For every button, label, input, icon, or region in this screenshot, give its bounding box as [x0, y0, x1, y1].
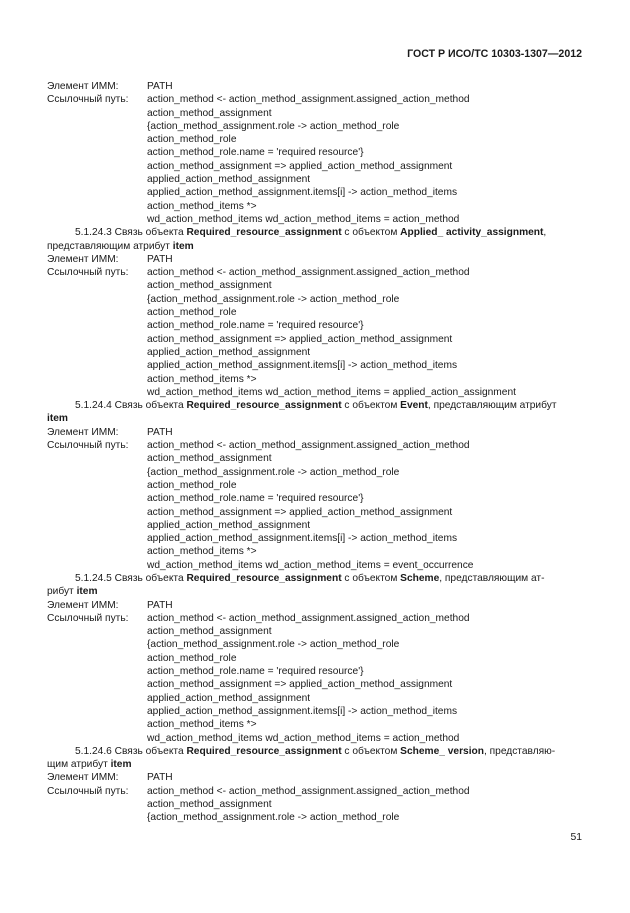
imm-element-value: PATH — [147, 599, 173, 611]
heading-segment: 5.1.24.4 Связь объекта — [75, 400, 187, 412]
reference-path-line: {action_method_assignment.role -> action_method_role — [147, 812, 400, 824]
reference-path-row — [47, 785, 585, 798]
imm-element-row — [47, 80, 585, 93]
reference-path-line: action_method_assignment — [147, 453, 272, 465]
heading-segment: Scheme_ version — [400, 745, 484, 757]
reference-path-line: wd_action_method_items wd_action_method_items = applied_action_assignment — [147, 386, 516, 398]
heading-segment: с объектом — [341, 227, 401, 239]
reference-path-line: action_method_role — [147, 652, 237, 664]
reference-path-line: {action_method_assignment.role -> action_method_role — [147, 639, 400, 651]
imm-element-value: PATH — [147, 772, 173, 784]
heading-segment: 5.1.24.3 Связь объекта — [75, 227, 187, 239]
reference-path-line: applied_action_method_assignment.items[i] -> action_method_items — [147, 187, 458, 199]
heading-segment: item — [110, 759, 132, 771]
heading-segment: 5.1.24.6 Связь объекта — [75, 745, 187, 757]
heading-segment: представляющим атрибут — [47, 240, 173, 252]
page-number: 51 — [570, 832, 582, 843]
heading-segment: , — [543, 227, 547, 239]
reference-path-line: wd_action_method_items wd_action_method_items = action_method — [147, 732, 460, 744]
reference-path-line: action_method_role.name = 'required resource'} — [147, 493, 364, 505]
heading-segment: Event — [400, 400, 428, 412]
heading-segment: Applied_ activity_assignment — [400, 227, 544, 239]
reference-path-line: action_method_items *> — [147, 546, 257, 558]
section-heading-line — [47, 412, 585, 425]
reference-path-line: action_method_role.name = 'required resource'} — [147, 147, 364, 159]
reference-path-line: action_method_assignment — [147, 799, 272, 811]
section-heading-line — [47, 226, 585, 239]
reference-path-label: Ссылочный путь: — [47, 612, 129, 624]
reference-path-line: action_method_role.name = 'required resource'} — [147, 320, 364, 332]
reference-path-line: action_method_assignment — [147, 107, 272, 119]
heading-segment: 5.1.24.5 Связь объекта — [75, 572, 187, 584]
reference-path-line: wd_action_method_items wd_action_method_items = event_occurrence — [147, 559, 474, 571]
reference-path-label: Ссылочный путь: — [47, 267, 129, 279]
reference-path-line: applied_action_method_assignment — [147, 519, 311, 531]
reference-path-line: action_method_assignment => applied_action_method_assignment — [147, 333, 453, 345]
reference-path-line: action_method_items *> — [147, 373, 257, 385]
imm-element-row — [47, 599, 585, 612]
heading-segment: Required_resource_assignment — [186, 400, 342, 412]
reference-path-line: applied_action_method_assignment.items[i] -> action_method_items — [147, 705, 458, 717]
imm-element-label: Элемент ИММ: — [47, 253, 119, 265]
heading-segment: , представляю- — [483, 745, 556, 757]
section-heading-line — [47, 572, 585, 585]
heading-segment: item — [172, 240, 194, 252]
reference-path-row — [47, 439, 585, 452]
section-heading — [47, 399, 585, 426]
heading-segment: , представляющим ат- — [439, 572, 545, 584]
heading-segment: с объектом — [341, 745, 401, 757]
reference-path-line: action_method <- action_method_assignment.assigned_action_method — [147, 440, 470, 452]
heading-segment: с объектом — [341, 400, 401, 412]
heading-segment: Required_resource_assignment — [186, 572, 342, 584]
reference-path-line: action_method_assignment => applied_action_method_assignment — [147, 679, 453, 691]
reference-path-line: action_method_assignment => applied_action_method_assignment — [147, 160, 453, 172]
heading-segment: item — [47, 413, 68, 425]
heading-segment: Scheme — [400, 572, 440, 584]
imm-element-row — [47, 426, 585, 439]
reference-path-line: action_method_assignment => applied_action_method_assignment — [147, 506, 453, 518]
reference-path-label: Ссылочный путь: — [47, 785, 129, 797]
reference-path-line: action_method <- action_method_assignment.assigned_action_method — [147, 785, 470, 797]
reference-path-label: Ссылочный путь: — [47, 94, 129, 106]
section-heading — [47, 226, 585, 253]
reference-path-line: action_method_assignment — [147, 626, 272, 638]
imm-element-label: Элемент ИММ: — [47, 772, 119, 784]
imm-element-label: Элемент ИММ: — [47, 426, 119, 438]
imm-element-row — [47, 253, 585, 266]
reference-path-line: action_method_role.name = 'required resource'} — [147, 666, 364, 678]
page-content — [47, 80, 585, 825]
imm-element-row — [47, 771, 585, 784]
section-heading-line — [47, 399, 585, 412]
reference-path-line: {action_method_assignment.role -> action_method_role — [147, 293, 400, 305]
heading-segment: Required_resource_assignment — [186, 745, 342, 757]
page-header: ГОСТ Р ИСО/ТС 10303-1307—2012 — [407, 48, 582, 60]
reference-path-line: {action_method_assignment.role -> action_method_role — [147, 466, 400, 478]
reference-path-line: action_method_role — [147, 134, 237, 146]
heading-segment: с объектом — [341, 572, 401, 584]
reference-path-row — [47, 612, 585, 625]
heading-segment: Required_resource_assignment — [186, 227, 342, 239]
reference-path-line: action_method_role — [147, 479, 237, 491]
reference-path-line: wd_action_method_items wd_action_method_items = action_method — [147, 213, 460, 225]
section-heading-line — [47, 240, 585, 253]
reference-path-line: action_method <- action_method_assignment.assigned_action_method — [147, 267, 470, 279]
heading-segment: рибут — [47, 586, 77, 598]
section-heading — [47, 745, 585, 772]
imm-element-value: PATH — [147, 253, 173, 265]
heading-segment: , представляющим атрибут — [427, 400, 557, 412]
reference-path-row — [47, 93, 585, 106]
reference-path-line: applied_action_method_assignment — [147, 174, 311, 186]
reference-path-label: Ссылочный путь: — [47, 440, 129, 452]
reference-path-line: action_method <- action_method_assignment.assigned_action_method — [147, 612, 470, 624]
reference-path-line: {action_method_assignment.role -> action_method_role — [147, 120, 400, 132]
section-heading — [47, 572, 585, 599]
section-heading-line — [47, 745, 585, 758]
reference-path-row — [47, 266, 585, 279]
heading-segment: item — [76, 586, 98, 598]
section-heading-line — [47, 585, 585, 598]
reference-path-line: action_method_items *> — [147, 200, 257, 212]
reference-path-line: action_method <- action_method_assignment.assigned_action_method — [147, 94, 470, 106]
imm-element-value: PATH — [147, 81, 173, 92]
reference-path-line: action_method_items *> — [147, 719, 257, 731]
heading-segment: щим атрибут — [47, 759, 111, 771]
reference-path-line: applied_action_method_assignment — [147, 692, 311, 704]
imm-element-value: PATH — [147, 426, 173, 438]
reference-path-line: applied_action_method_assignment.items[i] -> action_method_items — [147, 360, 458, 372]
reference-path-line: action_method_assignment — [147, 280, 272, 292]
reference-path-line: action_method_role — [147, 307, 237, 319]
reference-path-line: applied_action_method_assignment.items[i] -> action_method_items — [147, 533, 458, 545]
imm-element-label: Элемент ИММ: — [47, 81, 119, 92]
section-heading-line — [47, 758, 585, 771]
imm-element-label: Элемент ИММ: — [47, 599, 119, 611]
reference-path-line: applied_action_method_assignment — [147, 346, 311, 358]
